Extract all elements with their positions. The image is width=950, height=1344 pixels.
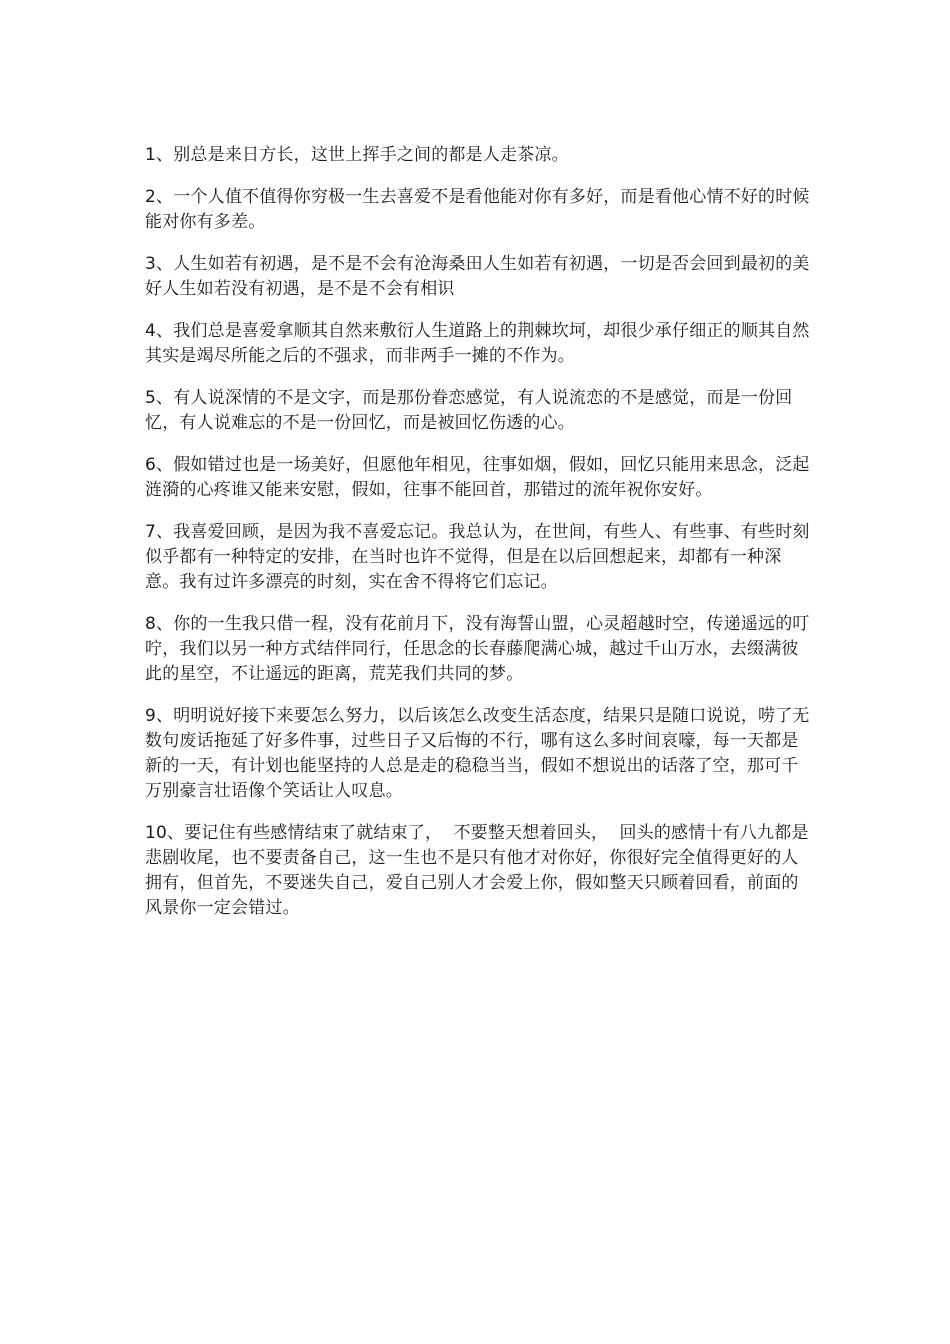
document-body (145, 143, 813, 938)
paragraph-6: 6、假如错过也是一场美好，但愿他年相见，往事如烟，假如，回忆只能用来思念，泛起涟漪的心疼谁又能来安慰，假如，往事不能回首，那错过的流年祝你安好。 (145, 455, 810, 500)
paragraph-2: 2、一个人值不值得你穷极一生去喜爱不是看他能对你有多好，而是看他心情不好的时候能对你有多差。 (145, 187, 810, 232)
paragraph-7: 7、我喜爱回顾，是因为我不喜爱忘记。我总认为，在世间，有些人、有些事、有些时刻似乎都有一种特定的安排，在当时也许不觉得，但是在以后回想起来，却都有一种深意。我有过许多漂亮的时刻，实在舍不得将它们忘记。 (145, 522, 810, 592)
paragraph-3: 3、人生如若有初遇，是不是不会有沧海桑田人生如若有初遇，一切是否会回到最初的美好人生如若没有初遇，是不是不会有相识 (145, 254, 810, 299)
paragraph-8: 8、你的一生我只借一程，没有花前月下，没有海誓山盟，心灵超越时空，传递遥远的叮咛，我们以另一种方式结伴同行，任思念的长春藤爬满心城，越过千山万水，去缀满彼此的星空，不让遥远的距离，荒芜我们共同的梦。 (145, 614, 810, 684)
paragraph-9: 9、明明说好接下来要怎么努力，以后该怎么改变生活态度，结果只是随口说说，唠了无数句废话拖延了好多件事，过些日子又后悔的不行，哪有这么多时间哀嚎，每一天都是新的一天，有计划也能坚持的人总是走的稳稳当当，假如不想说出的话落了空，那可千万别豪言壮语像个笑话让人叹息。 (145, 706, 810, 801)
paragraph-5: 5、有人说深情的不是文字，而是那份眷恋感觉，有人说流恋的不是感觉，而是一份回忆，有人说难忘的不是一份回忆，而是被回忆伤透的心。 (145, 388, 793, 433)
paragraph-10: 10、要记住有些感情结束了就结束了， 不要整天想着回头， 回头的感情十有八九都是悲剧收尾，也不要责备自己，这一生也不是只有他才对你好，你很好完全值得更好的人拥有，但首先，不要迷失自己，爱自己别人才会爱上你，假如整天只顾着回看，前面的风景你一定会错过。 (145, 823, 809, 918)
paragraph-1: 1、别总是来日方长，这世上挥手之间的都是人走茶凉。 (145, 145, 569, 165)
paragraph-4: 4、我们总是喜爱拿顺其自然来敷衍人生道路上的荆棘坎坷，却很少承仔细正的顺其自然其实是竭尽所能之后的不强求，而非两手一摊的不作为。 (145, 321, 810, 366)
